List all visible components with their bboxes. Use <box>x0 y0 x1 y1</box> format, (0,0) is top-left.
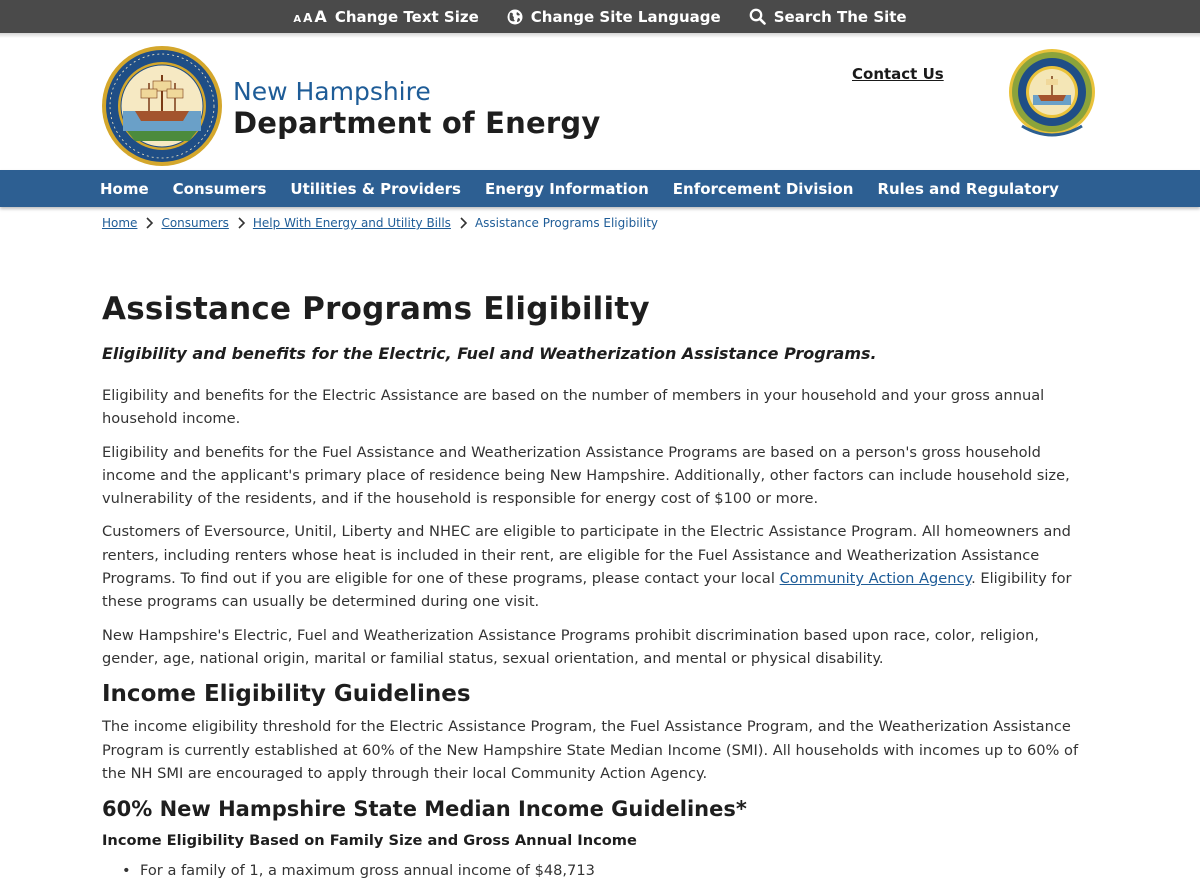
change-language-label: Change Site Language <box>530 7 721 26</box>
page-title: Assistance Programs Eligibility <box>102 291 650 327</box>
breadcrumb-home[interactable]: Home <box>102 216 138 230</box>
main-navigation <box>0 170 1200 207</box>
heading-smi-guidelines: 60% New Hampshire State Median Income Guidelines* <box>102 797 747 822</box>
brand-line-department: Department of Energy <box>233 106 601 140</box>
main-content <box>0 289 1200 882</box>
income-guidelines-list <box>102 860 1094 882</box>
paragraph-customers <box>102 520 1094 613</box>
text-size-small-glyph: A <box>293 14 302 25</box>
search-icon <box>749 8 766 25</box>
nav-item-utilities-providers[interactable]: Utilities & Providers <box>290 179 461 198</box>
chevron-right-icon <box>451 217 475 229</box>
brand-line-state: New Hampshire <box>233 77 431 106</box>
nav-item-energy-information[interactable]: Energy Information <box>484 179 649 198</box>
heading-income-eligibility: Income Eligibility Guidelines <box>102 681 471 708</box>
paragraph-electric-eligibility: Eligibility and benefits for the Electric Assistance are based on the number of members in your household and your gross annual household income. <box>102 387 1045 428</box>
paragraph-income-threshold: The income eligibility threshold for the Electric Assistance Program, the Fuel Assistance Program, and the Weatherization Assistance Program is currently established at 60% of the New Hampshire State Median Income (SMI). All households with incomes up to 60% of the NH SMI are encouraged to apply through their local Community Action Agency. <box>102 718 1079 782</box>
paragraph-fuel-weatherization-eligibility: Eligibility and benefits for the Fuel Assistance and Weatherization Assistance Programs are based on a person's gross household income and the applicant's primary place of residence being New Hampshire. Additionally, other factors can include household size, vulnerability of the residents, and if the household is responsible for energy cost of $100 or more. <box>102 443 1070 508</box>
breadcrumb-current-page: Assistance Programs Eligibility <box>474 216 659 230</box>
site-header <box>0 38 1200 170</box>
text-size-medium-glyph: A <box>303 11 313 25</box>
list-item: • For a family of 1, a maximum gross annual income of $48,713 <box>102 860 1094 882</box>
brand-name[interactable] <box>233 78 600 140</box>
globe-icon <box>507 9 523 25</box>
search-site-label: Search The Site <box>773 7 907 26</box>
change-language-button[interactable] <box>507 8 721 26</box>
change-text-size-label: Change Text Size <box>334 7 479 26</box>
text-size-icon <box>293 7 326 26</box>
contact-us-link[interactable]: Contact Us <box>852 65 944 83</box>
change-text-size-button[interactable] <box>293 7 478 26</box>
breadcrumb-help-energy-bills[interactable]: Help With Energy and Utility Bills <box>252 216 451 230</box>
text-size-large-glyph: A <box>314 7 327 26</box>
page-subtitle: Eligibility and benefits for the Electric, Fuel and Weatherization Assistance Programs. <box>102 344 877 363</box>
nh-state-seal-logo[interactable] <box>101 45 223 167</box>
chevron-right-icon <box>137 217 161 229</box>
nh-state-seal-small-logo[interactable] <box>1008 46 1096 142</box>
nav-item-home[interactable]: Home <box>100 179 149 198</box>
paragraph-customers-text-2: . Eligibility for these programs can usually be determined during one visit. <box>102 570 1072 611</box>
breadcrumb <box>0 207 1200 239</box>
nav-item-rules-regulatory[interactable]: Rules and Regulatory <box>877 179 1059 198</box>
nav-item-enforcement-division[interactable]: Enforcement Division <box>672 179 854 198</box>
nav-item-consumers[interactable]: Consumers <box>172 179 267 198</box>
breadcrumb-consumers[interactable]: Consumers <box>161 216 229 230</box>
heading-family-size-income: Income Eligibility Based on Family Size and Gross Annual Income <box>102 832 637 850</box>
search-site-button[interactable] <box>749 8 907 26</box>
chevron-right-icon <box>229 217 253 229</box>
utility-bar <box>0 0 1200 33</box>
community-action-agency-link[interactable]: Community Action Agency <box>779 570 972 588</box>
paragraph-nondiscrimination: New Hampshire's Electric, Fuel and Weatherization Assistance Programs prohibit discrimination based upon race, color, religion, gender, age, national origin, marital or familial status, sexual orientation, and mental or physical disability. <box>102 626 1039 667</box>
paragraph-customers-text-1: Customers of Eversource, Unitil, Liberty and NHEC are eligible to participate in the Electric Assistance Program. All homeowners and renters, including renters whose heat is included in their rent, are eligible for the Fuel Assistance and Weatherization Assistance Programs. To find out if you are eligible for one of these programs, please contact your local <box>102 523 1071 588</box>
